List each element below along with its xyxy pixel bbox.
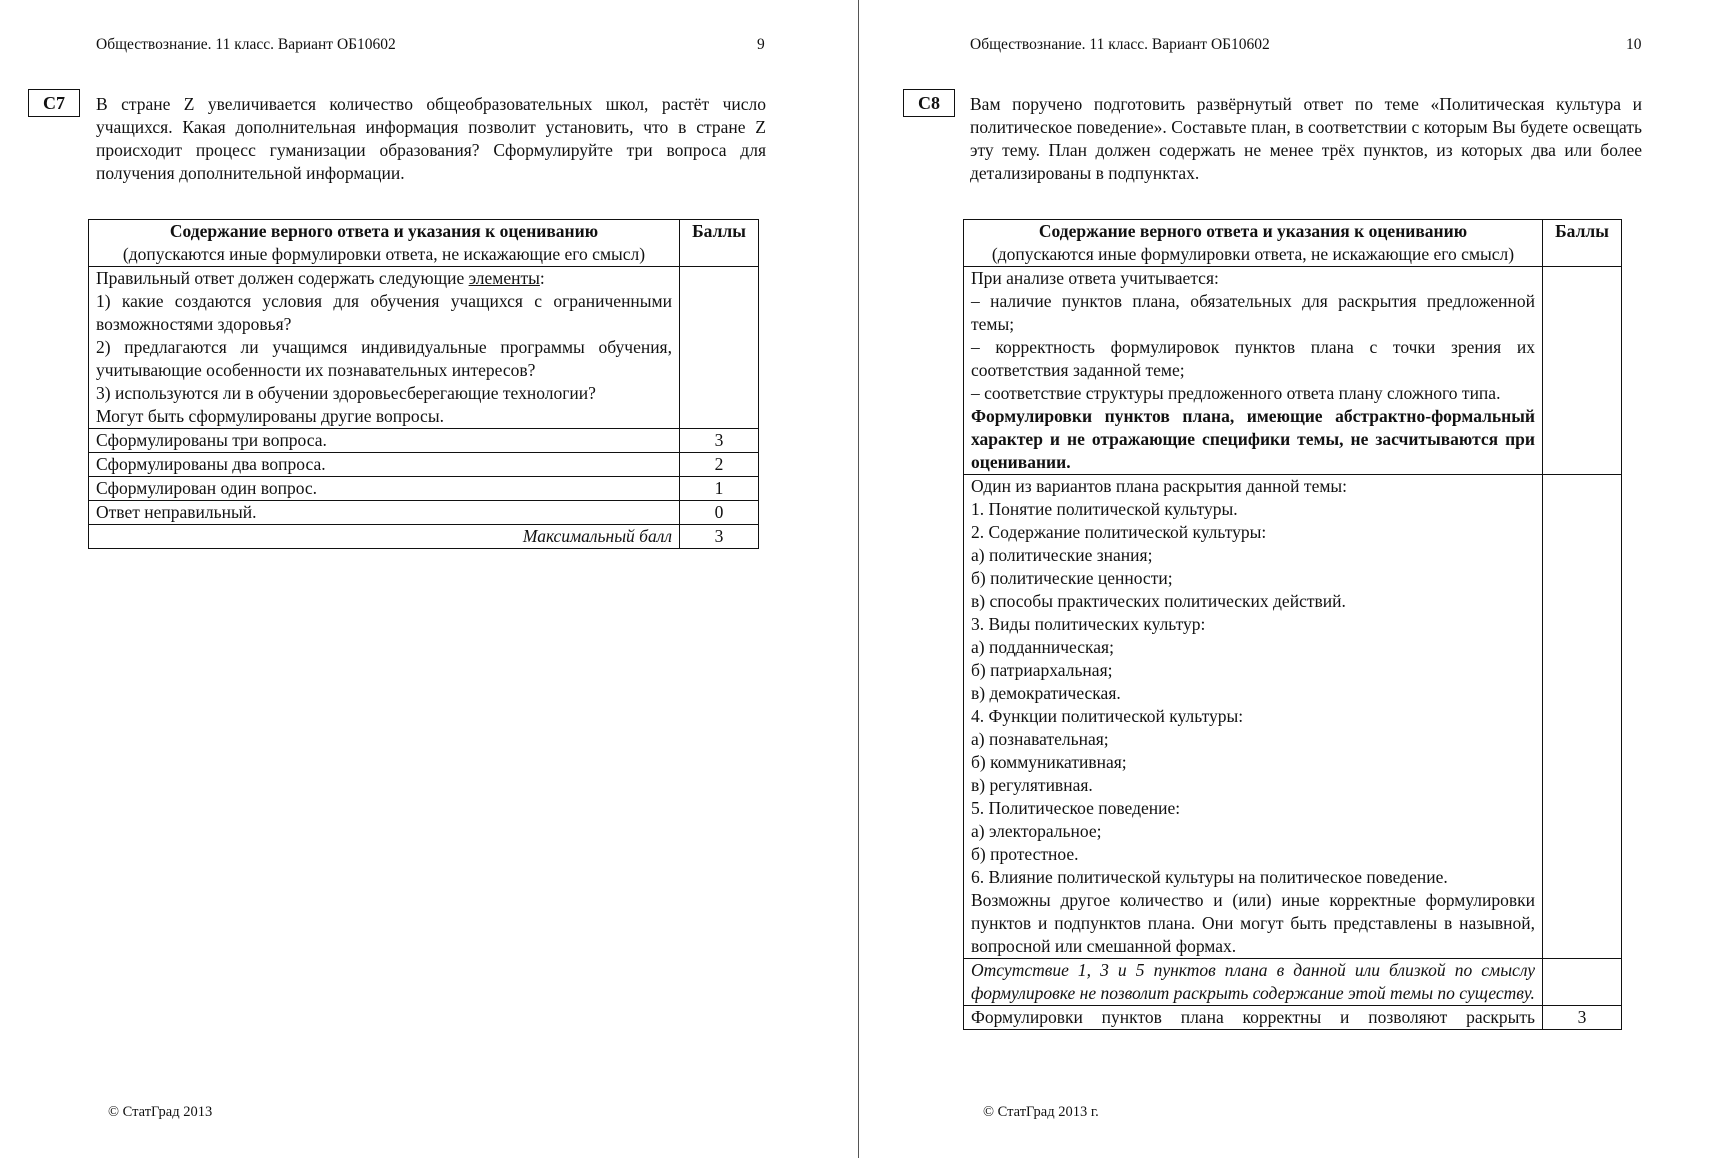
footer: © СтатГрад 2013 г. bbox=[983, 1104, 1099, 1120]
scoring-table bbox=[963, 219, 1622, 1030]
plan-item: б) патриархальная; bbox=[971, 660, 1113, 680]
criteria-content bbox=[964, 267, 1543, 475]
plan-item: а) подданническая; bbox=[971, 637, 1114, 657]
question-id: С7 bbox=[28, 89, 80, 117]
plan-item: а) электоральное; bbox=[971, 821, 1102, 841]
header-title: Содержание верного ответа и указания к оцениванию bbox=[169, 221, 599, 241]
table-header-content bbox=[89, 220, 680, 267]
plan-item: 4. Функции политической культуры: bbox=[971, 706, 1244, 726]
plan-item: б) коммуникативная; bbox=[971, 752, 1127, 772]
points-cell: 2 bbox=[680, 453, 759, 477]
table-header-content bbox=[964, 220, 1543, 267]
question-id: С8 bbox=[903, 89, 955, 117]
plan-item: а) познавательная; bbox=[971, 729, 1109, 749]
max-label: Максимальный балл bbox=[89, 525, 680, 549]
points-cell: 0 bbox=[680, 501, 759, 525]
criterion: Формулировки пунктов плана корректны и позволяют раскрыть bbox=[964, 1006, 1543, 1030]
plan-item: а) политические знания; bbox=[971, 545, 1153, 565]
criteria-item: При анализе ответа учитывается: bbox=[971, 268, 1219, 288]
plan-item: 3. Виды политических культур: bbox=[971, 614, 1206, 634]
table-row bbox=[89, 429, 759, 453]
header-subtitle: (допускаются иные формулировки ответа, не искажающие его смысл) bbox=[991, 244, 1515, 264]
header-title: Содержание верного ответа и указания к оцениванию bbox=[1038, 221, 1468, 241]
points-cell bbox=[1543, 267, 1622, 475]
question-text: Вам поручено подготовить развёрнутый ответ по теме «Политическая культура и политическое поведение». Составьте план, в соответствии с которым Вы будете освещать эту тему. План должен содержать не менее трёх пунктов, из которых два или более детализированы в подпунктах. bbox=[970, 94, 1642, 183]
plan-item: б) политические ценности; bbox=[971, 568, 1173, 588]
answer-item: Могут быть сформулированы другие вопросы. bbox=[96, 406, 444, 426]
plan-item: в) демократическая. bbox=[971, 683, 1121, 703]
plan-content bbox=[964, 475, 1543, 959]
criteria-item: – соответствие структуры предложенного ответа плану сложного типа. bbox=[971, 383, 1501, 403]
question-text: В стране Z увеличивается количество общеобразовательных школ, растёт число учащихся. Какая дополнительная информация позволит установить, что в стране Z происходит процесс гуманизации образования? Сформулируйте три вопроса для получения дополнительной информации. bbox=[96, 94, 766, 183]
criteria-item: – корректность формулировок пунктов плана с точки зрения их соответствия заданной теме; bbox=[971, 337, 1535, 380]
table-row bbox=[89, 453, 759, 477]
plan-item: в) способы практических политических действий. bbox=[971, 591, 1346, 611]
points-cell: 3 bbox=[680, 429, 759, 453]
criteria-item: – наличие пунктов плана, обязательных для раскрытия предложенной темы; bbox=[971, 291, 1535, 334]
plan-item: 2. Содержание политической культуры: bbox=[971, 522, 1267, 542]
points-cell bbox=[680, 267, 759, 429]
footer: © СтатГрад 2013 bbox=[108, 1104, 213, 1120]
plan-item: б) протестное. bbox=[971, 844, 1079, 864]
page-number: 10 bbox=[1626, 36, 1642, 53]
answer-item: 1) какие создаются условия для обучения учащихся с ограниченными возможностями здоровья? bbox=[96, 291, 672, 334]
answer-item: 2) предлагаются ли учащимся индивидуальные программы обучения, учитывающие особенности их познавательных интересов? bbox=[96, 337, 672, 380]
table-row bbox=[89, 477, 759, 501]
plan-item: в) регулятивная. bbox=[971, 775, 1093, 795]
max-row bbox=[89, 525, 759, 549]
table-header-points: Баллы bbox=[680, 220, 759, 267]
points-cell bbox=[1543, 475, 1622, 959]
max-points: 3 bbox=[680, 525, 759, 549]
criterion: Сформулированы два вопроса. bbox=[89, 453, 680, 477]
page-header: Обществознание. 11 класс. Вариант ОБ10602 bbox=[970, 36, 1270, 53]
criteria-bold-note: Формулировки пунктов плана, имеющие абстрактно-формальный характер и не отражающие специфики темы, не засчитываются при оценивании. bbox=[971, 406, 1535, 472]
answer-content: Правильный ответ должен содержать следующие элементы: 1) какие создаются условия для обучения учащихся с ограниченными возможностями здоровья? 2) предлагаются ли учащимся индивидуальные программы обучения, учитывающие особенности их познавательных интересов? 3) используются ли в обучении здоровьесберегающие технологии? Могут быть сформулированы другие вопросы. bbox=[89, 267, 680, 429]
answer-item: 3) используются ли в обучении здоровьесберегающие технологии? bbox=[96, 383, 596, 403]
header-subtitle: (допускаются иные формулировки ответа, не искажающие его смысл) bbox=[122, 244, 646, 264]
criterion: Сформулирован один вопрос. bbox=[89, 477, 680, 501]
plan-item: Один из вариантов плана раскрытия данной темы: bbox=[971, 476, 1348, 496]
plan-item: 5. Политическое поведение: bbox=[971, 798, 1181, 818]
plan-note: Возможны другое количество и (или) иные корректные формулировки пунктов и подпунктов плана. Они могут быть представлены в назывной, вопросной или смешанной формах. bbox=[971, 890, 1535, 956]
scoring-table bbox=[88, 219, 759, 549]
table-header-points: Баллы bbox=[1543, 220, 1622, 267]
answer-intro-underlined: элементы bbox=[468, 268, 540, 288]
points-cell: 1 bbox=[680, 477, 759, 501]
criterion: Ответ неправильный. bbox=[89, 501, 680, 525]
plan-item: 1. Понятие политической культуры. bbox=[971, 499, 1238, 519]
table-row bbox=[964, 1006, 1622, 1030]
criterion: Сформулированы три вопроса. bbox=[89, 429, 680, 453]
italic-note: Отсутствие 1, 3 и 5 пунктов плана в данной или близкой по смыслу формулировке не позволит раскрыть содержание этой темы по существу. bbox=[964, 959, 1543, 1006]
points-cell bbox=[1543, 959, 1622, 1006]
page-number: 9 bbox=[757, 36, 765, 53]
answer-intro: Правильный ответ должен содержать следующие bbox=[96, 268, 469, 288]
plan-item: 6. Влияние политической культуры на политическое поведение. bbox=[971, 867, 1448, 887]
page-divider bbox=[858, 0, 859, 1158]
points-cell: 3 bbox=[1543, 1006, 1622, 1030]
table-row bbox=[89, 501, 759, 525]
page-header: Обществознание. 11 класс. Вариант ОБ10602 bbox=[96, 36, 396, 53]
